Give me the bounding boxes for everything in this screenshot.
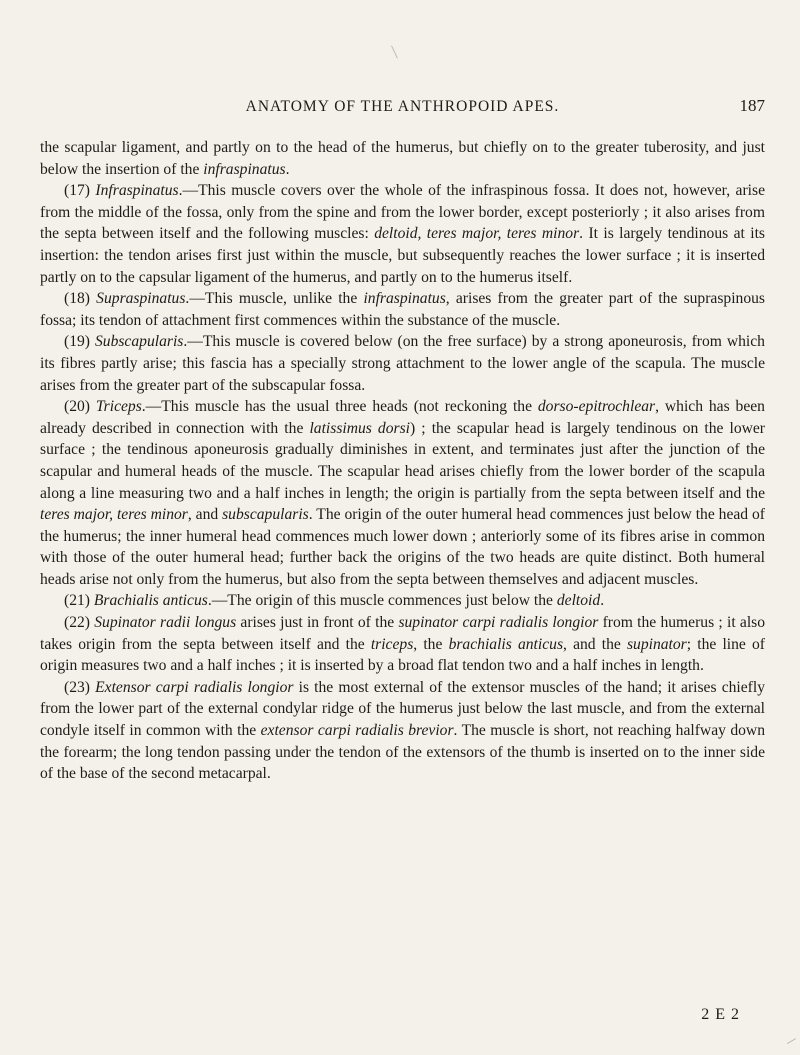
text-run: from the humerus ; it also takes origin from the septa between itself and the (40, 614, 766, 653)
running-header (40, 98, 765, 120)
paragraph-p23 (40, 677, 765, 785)
italic-term: Infraspinatus (95, 182, 179, 200)
text-run: .—This muscle covers over the whole of the infraspinous fossa. It does not, however, arise from the middle of the fossa, only from the spine and from the lower border, except posteriorly ; it also arises from the septa between itself and the following muscles: (40, 182, 765, 243)
signature-mark: 2 E 2 (701, 1006, 740, 1023)
paragraph-p21 (40, 590, 765, 612)
italic-term: Triceps (95, 398, 142, 416)
text-run: , and the (563, 635, 627, 653)
italic-term: supinator (626, 635, 687, 653)
italic-term: infraspinatus (363, 290, 446, 308)
text-run: , and (187, 506, 223, 524)
paragraph-p19 (40, 331, 765, 396)
paragraph-p0 (40, 137, 765, 180)
text-run: ; the line of origin measures two and a half inches ; it is inserted by a broad flat tendon two and a half inches in length. (40, 635, 766, 675)
italic-term: Subscapularis (94, 333, 184, 351)
italic-term: subscapularis (222, 506, 309, 524)
text-run: . The origin of the outer humeral head commences just below the head of the humerus; the inner humeral head commences much lower down ; anteriorly some of its fibres arise in common with those of the outer humeral head; further back the origins of the two heads are quite distinct. Both humeral heads arise not only from the humerus, but also from the septa between themselves and adjacent muscles. (40, 506, 765, 588)
italic-term: latissimus dorsi (309, 419, 410, 437)
text-run: (17) (64, 182, 96, 200)
italic-term: Supinator radii longus (94, 614, 237, 632)
text-run: , which has been already described in connection with the (40, 398, 765, 437)
italic-term: infraspinatus (203, 160, 286, 178)
page-number: 187 (739, 96, 765, 115)
text-run: arises just in front of the (236, 614, 399, 632)
text-run: .—This muscle, unlike the (185, 290, 364, 308)
paragraph-p20 (40, 396, 765, 590)
italic-term: teres major, teres minor (40, 506, 188, 524)
text-run: . The muscle is short, not reaching halfway down the forearm; the long tendon passing under the tendon of the extensors of the thumb is inserted on to the inner side of the base of the second metacarpal. (40, 722, 765, 783)
text-run: .—This muscle is covered below (on the free surface) by a strong aponeurosis, from which its fibres partly arise; this fascia has a specially strong attachment to the lower angle of the scapula. The muscle arises from the greater part of the subscapular fossa. (40, 333, 765, 394)
text-run: . (285, 160, 290, 178)
italic-term: Extensor carpi radialis longior (95, 678, 294, 696)
text-run: . (600, 592, 605, 610)
text-run: .—This muscle has the usual three heads (not reckoning the (141, 398, 538, 416)
italic-term: Brachialis anticus (93, 592, 208, 610)
italic-term: supinator carpi radialis longior (398, 614, 599, 632)
text-run: (22) (64, 614, 95, 632)
text-run: (19) (64, 333, 95, 351)
italic-term: Supraspinatus (96, 290, 186, 308)
italic-term: triceps (370, 635, 414, 653)
text-run: (20) (64, 398, 96, 416)
italic-term: brachialis anticus (448, 635, 564, 653)
text-run: . It is largely tendinous at its insertion: the tendon arises first just within the muscle, but subsequently reaches the lower surface ; it is inserted partly on to the capsular ligament of the humerus, and partly on to the humerus itself. (40, 225, 765, 286)
text-run: ) ; the scapular head is largely tendinous on the lower surface ; the tendinous aponeurosis gradually diminishes in extent, and terminates just after the junction of the scapular and humeral heads of the muscle. The scapular head arises chiefly from the lower border of the scapula along a line measuring two and a half inches in length; the origin is partially from the septa between itself and the (40, 419, 765, 502)
corner-mark (784, 1033, 796, 1044)
body-text (40, 137, 765, 785)
text-run: .—The origin of this muscle commences just below the (207, 592, 557, 610)
italic-term: extensor carpi radialis brevior (260, 722, 454, 740)
italic-term: deltoid, teres major, teres minor (374, 225, 580, 243)
text-run: the scapular ligament, and partly on to the head of the humerus, but chiefly on to the greater tuberosity, and just below the insertion of the (40, 139, 765, 178)
paragraph-p22 (40, 612, 765, 677)
italic-term: dorso-epitrochlear (537, 398, 656, 416)
text-run: (21) (64, 592, 94, 610)
italic-term: deltoid (556, 592, 601, 610)
text-run: , the (413, 635, 449, 653)
text-run: (23) (64, 678, 96, 696)
paragraph-p17 (40, 180, 765, 288)
paragraph-p18 (40, 288, 765, 331)
header-title: ANATOMY OF THE ANTHROPOID APES. (245, 98, 560, 115)
text-run: (18) (64, 290, 97, 308)
margin-mark (391, 45, 398, 58)
text-run: is the most external of the extensor muscles of the hand; it arises chiefly from the lower part of the external condylar ridge of the humerus just below the last muscle, and from the external condyle itself in common with the (40, 678, 765, 740)
text-run: , arises from the greater part of the supraspinous fossa; its tendon of attachment first commences within the substance of the muscle. (40, 290, 766, 329)
